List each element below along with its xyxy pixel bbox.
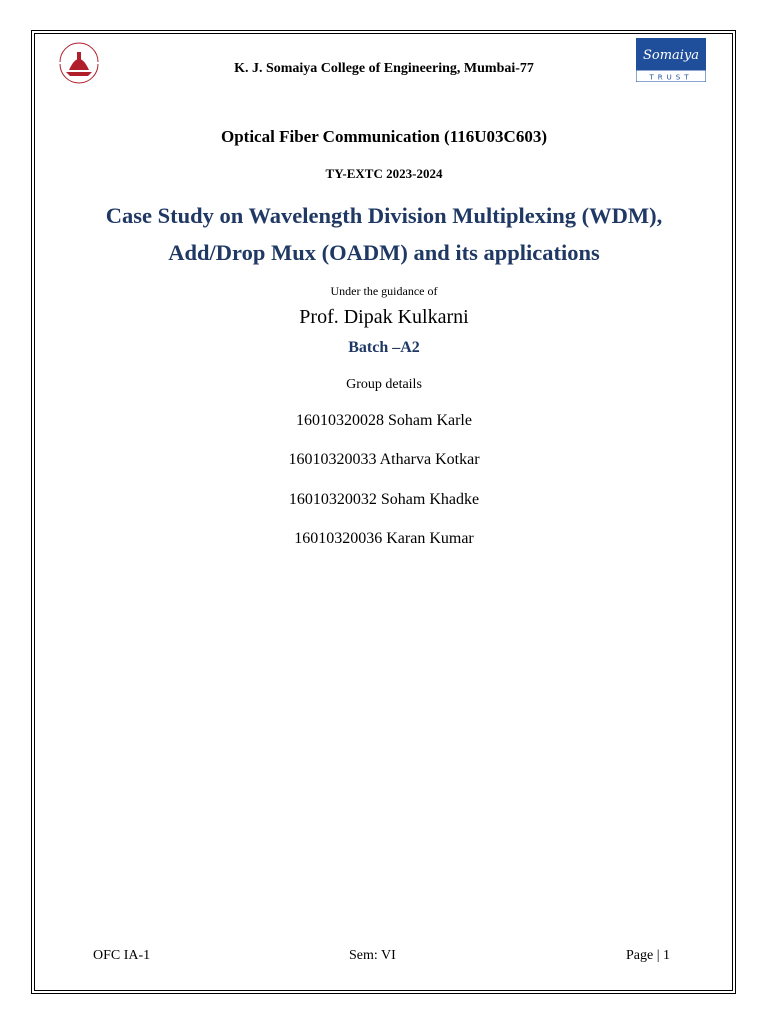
member-2: 16010320033 Atharva Kotkar bbox=[288, 451, 480, 468]
guidance-label: Under the guidance of bbox=[330, 284, 438, 298]
document-title bbox=[0, 197, 768, 271]
title-line-1: Case Study on Wavelength Division Multiplexing (WDM), bbox=[105, 203, 663, 228]
title-line-2: Add/Drop Mux (OADM) and its applications bbox=[168, 240, 600, 265]
somaiya-vidyavihar-seal-icon bbox=[48, 34, 110, 86]
footer-page-number: Page | 1 bbox=[626, 948, 671, 963]
member-3: 16010320032 Soham Khadke bbox=[288, 491, 480, 508]
footer-left: OFC IA-1 bbox=[93, 948, 151, 963]
member-4: 16010320036 Karan Kumar bbox=[294, 530, 474, 547]
trust-sub-text: TRUST bbox=[649, 73, 693, 82]
footer-center: Sem: VI bbox=[349, 948, 396, 963]
group-details-label: Group details bbox=[346, 377, 422, 392]
college-name: K. J. Somaiya College of Engineering, Mumbai-77 bbox=[234, 61, 534, 76]
trust-brand-text: Somaiya bbox=[642, 48, 700, 63]
class-year: TY-EXTC 2023-2024 bbox=[325, 166, 443, 181]
guide-name: Prof. Dipak Kulkarni bbox=[299, 306, 469, 328]
member-1: 16010320028 Soham Karle bbox=[296, 412, 472, 429]
course-title: Optical Fiber Communication (116U03C603) bbox=[221, 127, 547, 146]
batch-label: Batch –A2 bbox=[348, 339, 420, 356]
